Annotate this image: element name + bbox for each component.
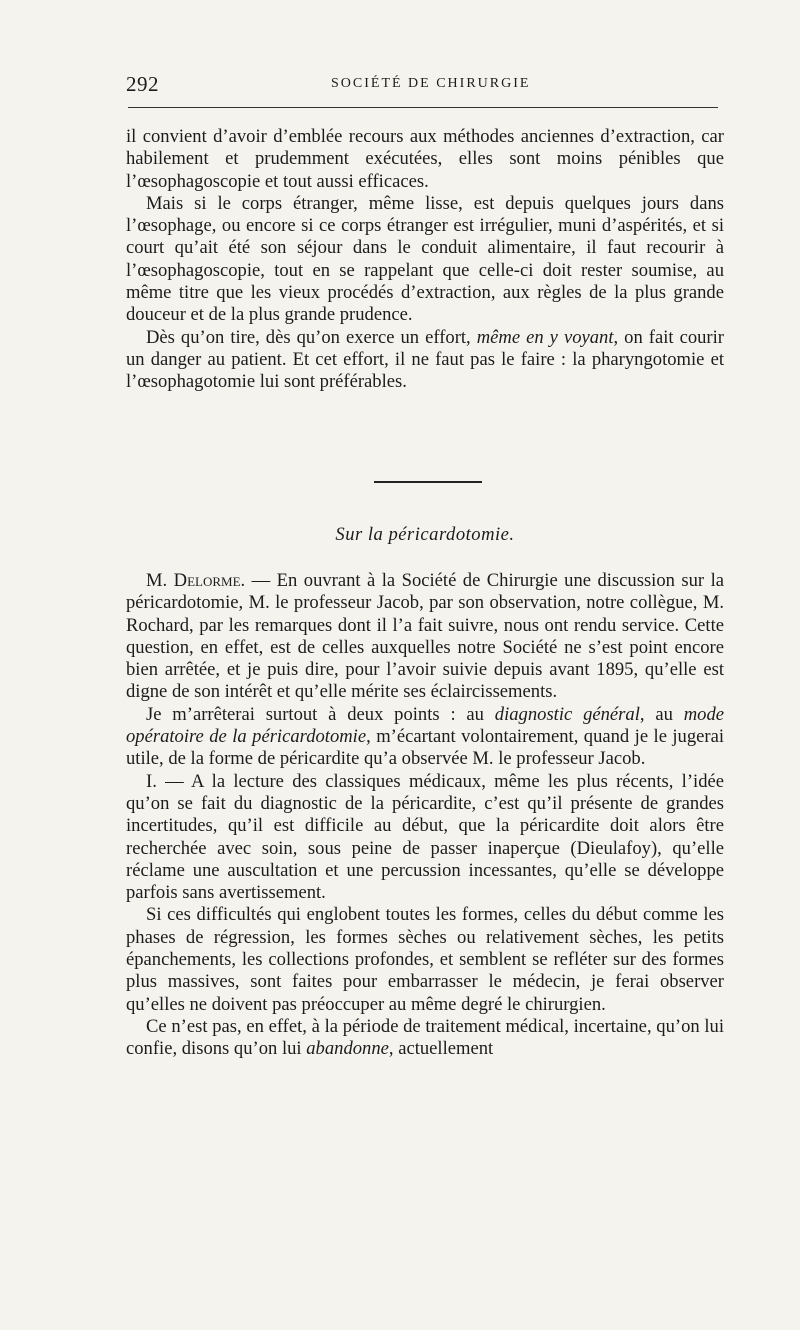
running-head: SOCIÉTÉ DE CHIRURGIE [331, 76, 531, 91]
header-rule [128, 107, 718, 108]
text-run: Ce n’est pas, en effet, à la période de traitement médical, incertaine, qu’on lui confie, disons qu’on lui [126, 1015, 724, 1060]
text-run: Dès qu’on tire, dès qu’on exerce un effort, [146, 326, 477, 348]
text-block-top [126, 126, 724, 394]
text-block-bottom [126, 570, 724, 1061]
page-number: 292 [126, 72, 159, 96]
text-run: Mais si le corps étranger, même lisse, est depuis quelques jours dans l’œsophage, ou encore si ce corps étranger est irrégulier, muni d’aspérités, et si court qu’ait été son séjour dans le conduit alimentaire, il faut recourir à l’œsophagoscopie, tout en se rappelant que celle-ci doit rester soumise, au même titre que les vieux procédés d’extraction, aux règles de la plus grande douceur et de la plus grande prudence. [126, 192, 724, 326]
paragraph [126, 1016, 724, 1061]
text-run: , actuellement [388, 1038, 494, 1060]
paragraph [126, 327, 724, 394]
text-run: Je m’arrêterai surtout à deux points : au [146, 703, 495, 725]
italic-run: abandonne [306, 1038, 389, 1060]
italic-run: diagnostic général [494, 703, 640, 725]
text-run: M. [146, 570, 174, 591]
text-run: I. — A la lecture des classiques médicaux, même les plus récents, l’idée qu’on se fait du diagnostic de la péricardite, c’est qu’il présente de grandes incertitudes, qu’il est difficile au début, que la péricardite doit alors être recherchée avec soin, sous peine de passer inaperçue (Dieulafoy), qu’elle réclame une auscultation et une percussion incessantes, qu’elle se développe parfois sans avertissement. [126, 770, 724, 904]
section-title: Sur la péricardotomie. [335, 524, 515, 545]
text-run: il convient d’avoir d’emblée recours aux méthodes anciennes d’extraction, car habilement et prudemment exécutées, elles sont moins pénibles que l’œsophagoscopie et tout aussi efficaces. [126, 126, 724, 192]
paragraph [126, 904, 724, 1015]
text-run: Si ces difficultés qui englobent toutes les formes, celles du début comme les phases de régression, les formes sèches ou relativement sèches, les petits épanchements, les collections profondes, et semblent se refléter sur des formes plus massives, sont faites pour embarrasser le médecin, je ferai observer qu’elles ne doivent pas préoccuper au même degré le chirurgien. [126, 904, 724, 1015]
paragraph [126, 771, 724, 905]
italic-run: même en y voyant [476, 326, 614, 348]
italic-run: mode opératoire de la péricardotomie [126, 703, 724, 748]
text-run: . — En ouvrant à la Société de Chirurgie une discussion sur la péricardotomie, M. le professeur Jacob, par son observation, notre collègue, M. Rochard, par les remarques dont il l’a fait suivre, nous ont rendu service. Cette question, en effet, est de celles auxquelles notre Société ne s’est point encore bien arrêtée, et je puis dire, pour l’avoir suivie depuis avant 1895, qu’elle est digne de son intérêt et qu’elle mérite ses éclaircissements. [126, 570, 724, 703]
page-header [126, 72, 722, 96]
text-run: , m’écartant volontairement, quand je le jugerai utile, de la forme de péricardite qu’a observée M. le professeur Jacob. [126, 726, 725, 770]
paragraph [126, 193, 724, 327]
author-name: Delorme [173, 570, 241, 591]
text-run: , on fait courir un danger au patient. Et cet effort, il ne faut pas le faire : la pharyngotomie et l’œsophagotomie lui sont préférables. [126, 326, 724, 393]
section-separator [374, 481, 482, 483]
paragraph [126, 704, 724, 771]
text-run: , au [639, 703, 684, 725]
paragraph [126, 126, 724, 193]
paragraph [126, 570, 724, 704]
